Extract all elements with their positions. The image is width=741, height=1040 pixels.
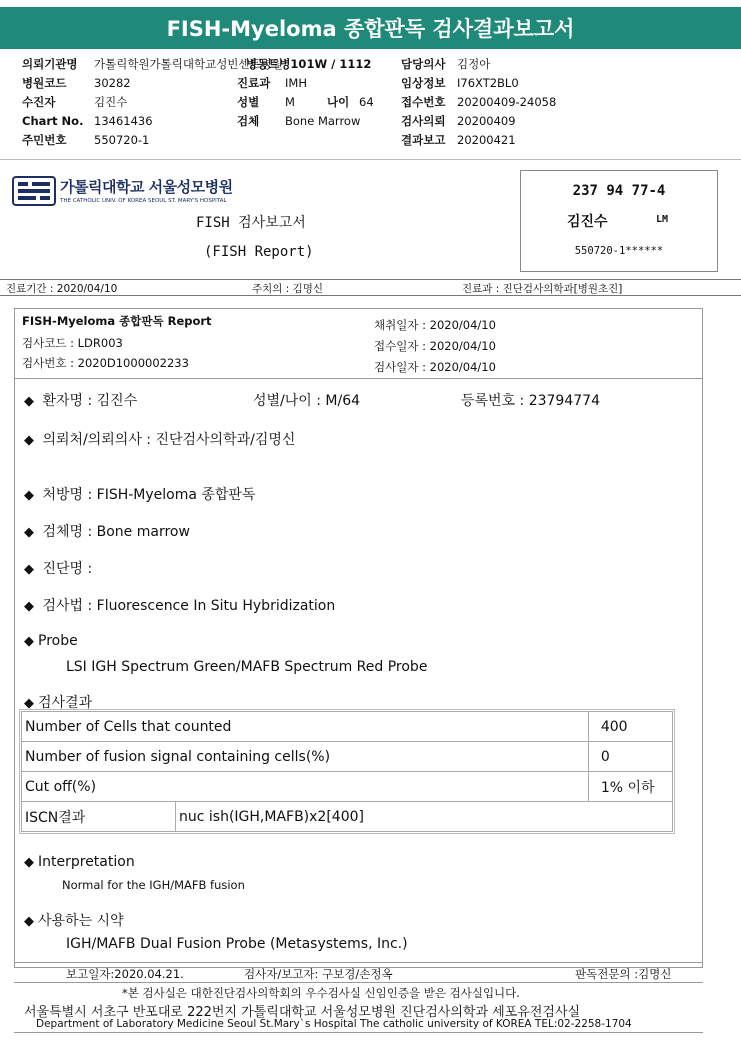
- age-label: 나이: [327, 95, 350, 109]
- diagnosis: 진단명 :: [42, 561, 93, 577]
- sex-age: 성별/나이 : M/64: [253, 393, 361, 409]
- id-rrn: 550720-1******: [574, 245, 664, 257]
- report-title: FISH-Myeloma 종합판독 검사결과보고서: [0, 7, 741, 49]
- method: 검사법 : Fluorescence In Situ Hybridization: [42, 598, 336, 614]
- id-name: 김진수: [567, 214, 608, 230]
- reagent: IGH/MAFB Dual Fusion Probe (Metasystems, Inc.): [66, 936, 408, 952]
- reviewer: 판독전문의 :김명신: [575, 967, 672, 981]
- specimen-line: [24, 521, 190, 541]
- meta-value: 김진수: [94, 95, 128, 109]
- row-label: Number of Cells that counted: [22, 712, 589, 742]
- diamond-icon: ◆: [24, 394, 34, 409]
- meta-label: 수진자: [22, 95, 56, 109]
- meta-value: 30282: [94, 76, 131, 90]
- report-doc-title-en: (FISH Report): [204, 244, 314, 260]
- result-table: [21, 711, 673, 832]
- report-doc-title: FISH 검사보고서: [196, 215, 306, 231]
- visit-doctor: 주치의 : 김명신: [252, 283, 324, 295]
- row-label: Cut off(%): [22, 772, 589, 802]
- table-row: [22, 772, 673, 802]
- meta-label: 성별: [237, 95, 260, 109]
- patient-id-box: [520, 170, 718, 272]
- meta-value: 김정아: [457, 57, 491, 71]
- tester: 검사자/보고자: 구보경/손정옥: [244, 967, 393, 981]
- table-row: [22, 712, 673, 742]
- diamond-icon: ◆: [24, 855, 34, 870]
- hospital-name: 가톨릭대학교 서울성모병원: [60, 178, 233, 196]
- result-label: 검사결과: [38, 695, 93, 711]
- ward-value: 병동트병101W / 1112: [246, 57, 372, 71]
- table-row: [22, 802, 673, 832]
- diamond-icon: ◆: [24, 525, 34, 540]
- meta-value: M: [285, 95, 295, 109]
- report-code: 검사코드 : LDR003: [22, 336, 123, 350]
- row-value: 0: [588, 742, 672, 772]
- test-date: 검사일자 : 2020/04/10: [374, 360, 496, 374]
- reg-no: 등록번호 : 23794774: [461, 393, 600, 409]
- diagnosis-line: [24, 558, 92, 578]
- interp-label-line: [24, 854, 135, 870]
- interpretation: Normal for the IGH/MAFB fusion: [62, 878, 245, 892]
- report-header: [15, 309, 702, 379]
- collect-date: 채취일자 : 2020/04/10: [374, 318, 496, 332]
- hospital-sub: THE CATHOLIC UNIV. OF KOREA SEOUL ST. MARY'S HOSPITAL: [60, 198, 227, 204]
- meta-value: Bone Marrow: [285, 114, 361, 128]
- footer-divider: [14, 982, 703, 983]
- meta-value: IMH: [285, 76, 307, 90]
- probe-label-line: [24, 633, 78, 649]
- table-row: [22, 742, 673, 772]
- report-date: 보고일자:2020.04.21.: [66, 967, 184, 981]
- meta-label: 접수번호: [401, 95, 446, 109]
- probe: LSI IGH Spectrum Green/MAFB Spectrum Red Probe: [66, 659, 428, 675]
- footer-divider: [14, 962, 703, 963]
- meta-label: 검사의뢰: [401, 114, 446, 128]
- method-line: [24, 595, 335, 615]
- meta-label: 주민번호: [22, 133, 67, 147]
- id-reg: 237 94 77-4: [572, 183, 666, 199]
- interp-label: Interpretation: [38, 854, 135, 870]
- diamond-icon: ◆: [24, 433, 34, 448]
- meta-value: 13461436: [94, 114, 153, 128]
- meta-label: Chart No.: [22, 114, 84, 128]
- age-value: 64: [359, 95, 374, 109]
- row-value: 1% 이하: [588, 772, 672, 802]
- meta-label: 결과보고: [401, 133, 446, 147]
- meta-label: 진료과: [237, 76, 271, 90]
- meta-label: 검체: [237, 114, 260, 128]
- iscn-value: nuc ish(IGH,MAFB)x2[400]: [176, 802, 673, 832]
- requester: 의뢰처/의뢰의사 : 진단검사의학과/김명신: [42, 432, 296, 448]
- report-no: 검사번호 : 2020D1000002233: [22, 356, 189, 370]
- meta-col3: [401, 55, 556, 150]
- bottom-divider: [14, 1032, 703, 1033]
- visit-bar: [0, 279, 741, 296]
- order-name: 처방명 : FISH-Myeloma 종합판독: [42, 487, 256, 503]
- meta-value: 20200409: [457, 114, 516, 128]
- certification: *본 검사실은 대한진단검사의학회의 우수검사실 신임인증을 받은 검사실입니다.: [122, 986, 520, 1000]
- meta-col2: [237, 74, 374, 131]
- meta-label: 의뢰기관명: [22, 57, 78, 71]
- divider: [0, 159, 741, 160]
- meta-value: 550720-1: [94, 133, 150, 147]
- requester-line: [24, 429, 295, 449]
- probe-label: Probe: [38, 633, 78, 649]
- row-label: Number of fusion signal containing cells(%): [22, 742, 589, 772]
- patient-line: [24, 390, 137, 410]
- meta-value: 20200421: [457, 133, 516, 147]
- meta-value: 가톨릭학원가톨릭대학교성빈센트병원: [94, 57, 283, 71]
- specimen: 검체명 : Bone marrow: [42, 524, 190, 540]
- visit-date: 진료기간 : 2020/04/10: [6, 283, 118, 295]
- diamond-icon: ◆: [24, 599, 34, 614]
- hospital-logo-icon: [12, 176, 56, 206]
- meta-label: 담당의사: [401, 57, 446, 71]
- diamond-icon: ◆: [24, 914, 34, 929]
- reagent-label-line: [24, 910, 124, 930]
- report-name: FISH-Myeloma 종합판독 Report: [22, 314, 212, 328]
- address: 서울특별시 서초구 반포대로 222번지 가톨릭대학교 서울성모병원 진단검사의학과 세포유전검사실: [24, 1005, 581, 1020]
- visit-dept: 진료과 : 진단검사의학과[병원초진]: [462, 283, 623, 295]
- meta-label: 병원코드: [22, 76, 67, 90]
- diamond-icon: ◆: [24, 562, 34, 577]
- meta-label: 임상정보: [401, 76, 446, 90]
- row-value: 400: [588, 712, 672, 742]
- dept-en: Department of Laboratory Medicine Seoul St.Mary`s Hospital The catholic university of KOREA TEL:02-2258-1704: [36, 1018, 632, 1030]
- diamond-icon: ◆: [24, 488, 34, 503]
- diamond-icon: ◆: [24, 634, 34, 649]
- iscn-label: ISCN결과: [22, 802, 176, 832]
- hospital-name-block: [60, 176, 233, 204]
- id-code: LM: [656, 214, 669, 225]
- reagent-label: 사용하는 시약: [38, 913, 124, 929]
- patient-name: 환자명 : 김진수: [42, 393, 138, 409]
- meta-value: I76XT2BL0: [457, 76, 519, 90]
- meta-value: 20200409-24058: [457, 95, 557, 109]
- receive-date: 접수일자 : 2020/04/10: [374, 339, 496, 353]
- diamond-icon: ◆: [24, 696, 34, 711]
- order-line: [24, 484, 256, 504]
